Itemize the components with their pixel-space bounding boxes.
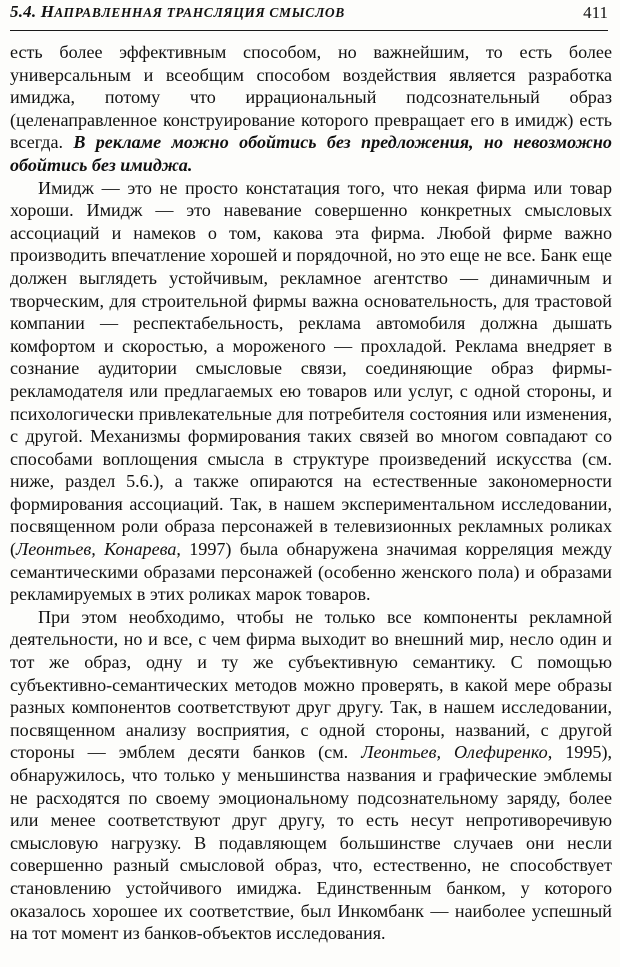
body-text — [10, 41, 612, 945]
section-number: 5.4. — [10, 2, 37, 21]
paragraph-text: есть более эффективным способом, но важнейшим, то есть более универсальным и всеобщим способом воздействия является разработка имиджа, потому что иррациональный подсознательный образ (целенаправленное конструирование которого превращает его в имидж) есть всегда. — [10, 42, 612, 153]
citation-authors: Леонтьев, Конарева — [16, 539, 177, 560]
paragraph-text: Имидж — это не просто констатация того, что некая фирма или товар хороши. Имидж — это навевание совершенно конкретных смысловых ассоциаций и намеков о том, какова эта фирма. Любой фирме важно производить впечатление хорошей и порядочной, но это еще не все. Банк еще должен выглядеть устойчивым, рекламное агентство — динамичным и творческим, для строительной фирмы важна основательность, для трастовой компании — респектабельность, реклама автомобиля должна дышать комфортом и скоростью, а мороженого — прохладой. Реклама внедряет в сознание аудитории смысловые связи, соединяющие образ фирмы-рекламодателя или предлагаемых ею товаров или услуг, с одной стороны, и психологически привлекательные для потребителя состояния или изменения, с другой. Механизмы формирования таких связей во многом совпадают со способами воплощения смысла в структуре произведений искусства (см. ниже, раздел 5.6.), а также опираются на естественные закономерности формирования ассоциаций. Так, в нашем экспериментальном исследовании, посвященном роли образа персонажей в телевизионных рекламных роликах ( — [10, 177, 612, 560]
emphasis-text: В рекламе можно обойтись без предложения, но невозможно обойтись без имиджа. — [10, 132, 612, 175]
paragraph — [10, 177, 612, 606]
paragraph-text: , 1997) была обнаружена значимая корреляция между семантическими образами персонажей (особенно женского пола) и образами рекламируемых в этих роликах марок товаров. — [10, 539, 612, 605]
section-title-initial: Н — [40, 2, 55, 21]
paragraph — [10, 606, 612, 945]
paragraph-text: При этом необходимо, чтобы не только все компоненты рекламной деятельности, но и все, с чем фирма выходит во внешний мир, несло один и тот же образ, одну и ту же субъективную семантику. С помощью субъективно-семантических методов можно проверять, в какой мере образы разных компонентов соответствуют друг другу. Так, в нашем исследовании, посвященном анализу восприятия, с одной стороны, названий, с другой стороны — эмблем десяти банков (см. — [10, 606, 612, 763]
paragraph-text: , 1995), обнаружилось, что только у меньшинства названия и графические эмблемы не расходятся по своему эмоциональному подсознательному заряду, более или менее соответствуют друг другу, то есть несут непротиворечивую смысловую нагрузку. В подавляющем большинстве случаев они несли совершенно разный смысловой образ, что, естественно, не способствует становлению устойчивого имиджа. Единственным банком, у которого оказалось хорошее их соответствие, был Инкомбанк — наиболее успешный на тот момент из банков-объектов исследования. — [10, 742, 612, 944]
page-number: 411 — [583, 3, 608, 22]
paragraph — [10, 41, 612, 177]
citation-authors: Леонтьев, Олефиренко — [361, 742, 548, 763]
section-title: АПРАВЛЕННАЯ ТРАНСЛЯЦИЯ СМЫСЛОВ — [54, 5, 345, 20]
running-header — [10, 0, 608, 31]
section-heading — [10, 2, 345, 22]
